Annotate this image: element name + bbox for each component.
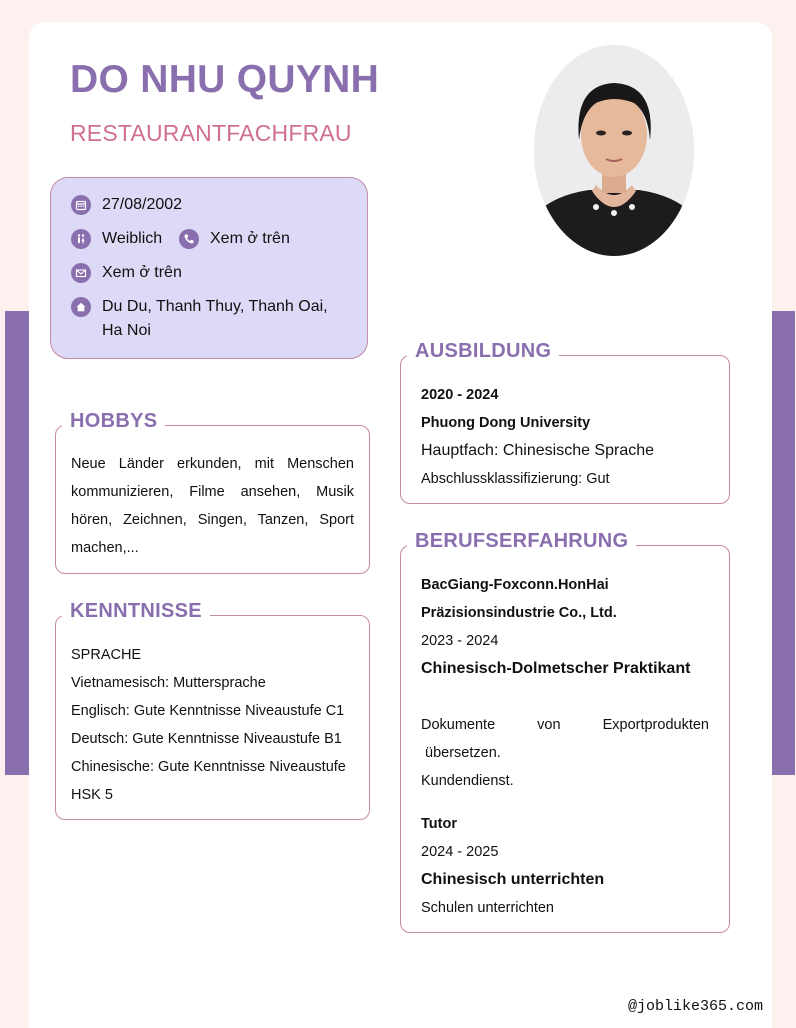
skills-line: Englisch: Gute Kenntnisse Niveaustufe C1 (71, 703, 345, 719)
birthdate-text: 27/08/2002 (102, 196, 183, 213)
job1-company-line1: BacGiang-Foxconn.HonHai (421, 577, 609, 593)
address-text (102, 295, 328, 343)
email-text: Xem ở trên (102, 264, 182, 281)
hobbies-line: hören, Zeichnen, Singen, Tanzen, Sport (71, 512, 354, 528)
job2-period: 2024 - 2025 (421, 844, 499, 860)
address-line-1: Du Du, Thanh Thuy, Thanh Oai, (102, 298, 328, 315)
job1-desc-word: Exportprodukten (602, 717, 709, 733)
job2-desc: Schulen unterrichten (421, 900, 554, 916)
skills-line: Deutsch: Gute Kenntnisse Niveaustufe B1 (71, 731, 342, 747)
job1-role: Chinesisch-Dolmetscher Praktikant (421, 660, 691, 677)
job1-desc-line3: Kundendienst. (421, 773, 514, 789)
birthdate-row (71, 193, 182, 217)
job1-desc-word: Dokumente (421, 717, 496, 733)
education-title: AUSBILDUNG (407, 340, 559, 363)
experience-title: BERUFSERFAHRUNG (407, 530, 636, 553)
hobbies-line: machen,... (71, 540, 139, 556)
hobbies-title: HOBBYS (62, 410, 165, 433)
job1-company-line2: Präzisionsindustrie Co., Ltd. (421, 605, 617, 621)
education-grade: Abschlussklassifizierung: Gut (421, 471, 610, 487)
hobbies-line: kommunizieren, Filme ansehen, Musik (71, 484, 354, 500)
hobbies-line: Neue Länder erkunden, mit Menschen (71, 456, 354, 472)
job2-role: Chinesisch unterrichten (421, 871, 605, 888)
email-row (71, 261, 182, 285)
address-row (71, 295, 328, 343)
job2-company: Tutor (421, 816, 457, 832)
skills-line: Chinesische: Gute Kenntnisse Niveaustufe (71, 759, 346, 775)
job1-desc-word: von (537, 717, 561, 733)
gender-text: Weiblich (102, 230, 163, 247)
job1-desc-line1 (421, 715, 709, 735)
skills-line: Vietnamesisch: Muttersprache (71, 675, 266, 691)
candidate-name: DO NHU QUYNH (70, 58, 380, 101)
education-major: Hauptfach: Chinesische Sprache (421, 442, 655, 459)
job-title: RESTAURANTFACHFRAU (70, 120, 352, 146)
mail-icon (71, 263, 91, 283)
right-accent-band (771, 311, 795, 775)
gender-icon (71, 229, 91, 249)
education-period: 2020 - 2024 (421, 387, 499, 403)
job1-desc-line2: übersetzen. (421, 745, 501, 761)
skills-title: KENNTNISSE (62, 600, 210, 623)
gender-row (71, 227, 162, 251)
home-icon (71, 297, 91, 317)
skills-line: SPRACHE (71, 647, 142, 663)
hobbies-text (71, 450, 354, 562)
education-school: Phuong Dong University (421, 415, 591, 431)
phone-icon (179, 229, 199, 249)
left-accent-band (5, 311, 29, 775)
phone-row (179, 227, 290, 251)
profile-photo (534, 45, 694, 256)
job1-period: 2023 - 2024 (421, 633, 499, 649)
calendar-icon (71, 195, 91, 215)
skills-line: HSK 5 (71, 787, 113, 803)
address-line-2: Ha Noi (102, 322, 151, 339)
phone-text: Xem ở trên (210, 230, 290, 247)
footer-handle: @joblike365.com (628, 998, 764, 1015)
